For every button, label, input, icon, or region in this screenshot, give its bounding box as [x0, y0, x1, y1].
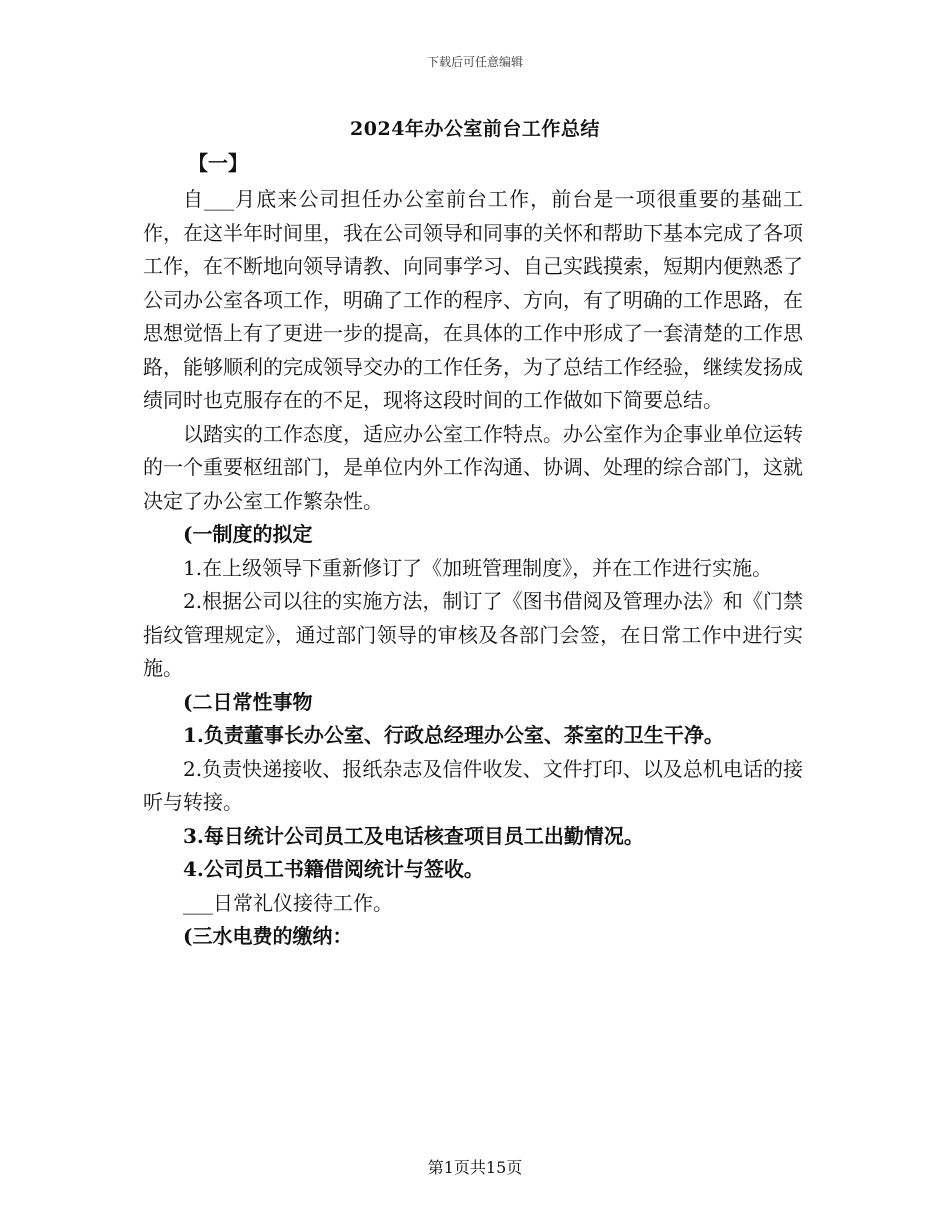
page-number: 第1页共15页 [427, 1158, 523, 1177]
list-item-reception: ___日常礼仪接待工作。 [183, 890, 393, 915]
list-item-library-policy: 2.根据公司以往的实施方法，制订了《图书借阅及管理办法》和《门禁指纹管理规定》，通过部门领导的审核及各部门会签，在日常工作中进行实施。 [143, 589, 803, 680]
document-body [143, 183, 803, 954]
list-item-mail-and-phone: 2.负责快递接收、报纸杂志及信件收发、文件打印、以及总机电话的接听与转接。 [143, 756, 803, 814]
paragraph-intro: 自___月底来公司担任办公室前台工作，前台是一项很重要的基础工作，在这半年时间里，我在公司领导和同事的关怀和帮助下基本完成了各项工作，在不断地向领导请教、向同事学习、自己实践摸索，短期内便熟悉了公司办公室各项工作，明确了工作的程序、方向，有了明确的工作思路，在思想觉悟上有了更进一步的提高，在具体的工作中形成了一套清楚的工作思路，能够顺利的完成领导交办的工作任务，为了总结工作经验，继续发扬成绩同时也克服存在的不足，现将这段时间的工作做如下简要总结。 [143, 187, 803, 412]
heading-system-drafting: (一制度的拟定 [183, 522, 313, 546]
list-item-attendance: 3.每日统计公司员工及电话核查项目员工出勤情况。 [183, 823, 644, 848]
list-item-book-lending: 4.公司员工书籍借阅统计与签收。 [183, 857, 484, 881]
document-title: 2024年办公室前台工作总结 [350, 118, 600, 140]
section-marker: 【一】 [188, 151, 248, 175]
list-item-overtime-policy: 1.在上级领导下重新修订了《加班管理制度》，并在工作进行实施。 [183, 555, 773, 580]
header-note: 下载后可任意编辑 [426, 55, 523, 69]
heading-utility-payment: (三水电费的缴纳： [183, 924, 353, 948]
list-item-office-cleaning: 1.负责董事长办公室、行政总经理办公室、茶室的卫生干净。 [183, 723, 724, 747]
heading-daily-affairs: (二日常性事物 [183, 689, 313, 714]
paragraph-work-attitude: 以踏实的工作态度，适应办公室工作特点。办公室作为企事业单位运转的一个重要枢纽部门，是单位内外工作沟通、协调、处理的综合部门，这就决定了办公室工作繁杂性。 [143, 421, 803, 513]
